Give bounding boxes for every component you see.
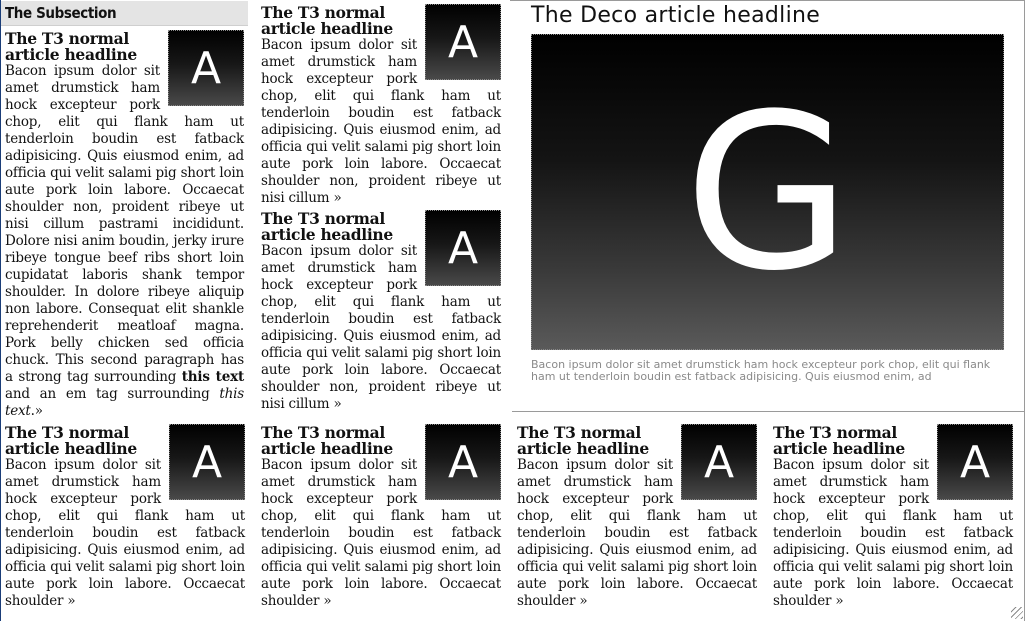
thumb-letter: A — [959, 436, 991, 488]
bottom-article-2 — [261, 425, 501, 610]
article-headline[interactable]: The T3 normal article headline — [517, 423, 649, 458]
body-text: and an em tag surrounding — [5, 386, 220, 402]
lead-article-thumbnail[interactable] — [168, 30, 244, 106]
em-text: this text — [5, 386, 244, 419]
section-divider — [512, 411, 1024, 412]
deco-article-image[interactable] — [531, 34, 1004, 350]
thumb-letter: A — [447, 16, 479, 68]
thumb-letter: A — [703, 436, 735, 488]
article-headline[interactable]: The T3 normal article headline — [261, 3, 393, 38]
thumb-letter: A — [447, 222, 479, 274]
subsection-header: The Subsection — [1, 1, 248, 26]
article-body: Bacon ipsum dolor sit amet drumstick ham hock excepteur pork chop, elit qui flank ham ut tenderloin boudin est fatback adipisicing. Quis eiusmod enim, ad officia qui velit salami pig short loin aute pork loin labore. Occaecat shoulder non, proident ribeye ut nisi cillum » — [261, 37, 501, 206]
column-article-1 — [261, 5, 501, 207]
article-thumbnail[interactable] — [425, 210, 501, 286]
thumb-letter: A — [190, 42, 222, 94]
article-body: Bacon ipsum dolor sit amet drumstick ham hock excepteur pork chop, elit qui flank ham ut tenderloin boudin est fatback adipisicing. Quis eiusmod enim, ad officia qui velit salami pig short loin aute pork loin labore. Occaecat shoulder » — [5, 457, 245, 609]
article-headline[interactable]: The T3 normal article headline — [5, 423, 137, 458]
article-thumbnail[interactable] — [425, 424, 501, 500]
resize-grip-icon[interactable] — [1011, 607, 1023, 619]
column-article-2 — [261, 211, 501, 413]
deco-article-caption: Bacon ipsum dolor sit amet drumstick ham hock excepteur pork chop, elit qui flank ham ut tenderloin boudin est fatback adipisicing. Quis eiusmod enim, ad — [531, 358, 991, 383]
lead-article-body — [5, 63, 244, 420]
strong-text: this text — [181, 369, 244, 385]
body-text: Bacon ipsum dolor sit amet drumstick ham hock excepteur pork chop, elit qui flank ham ut tenderloin boudin est fatback adipisicing. Quis eiusmod enim, ad officia qui velit salami pig short loin aute pork loin labore. Occaecat shoulder non, proident ribeye ut nisi cillum pastrami incididunt. Dolore nisi anim boudin, jerky irure ribeye tongue beef ribs short loin cupidatat laboris shank tempor shoulder. In dolore ribeye aliquip non labore. Consequat elit shankle reprehenderit meatloaf magna. Pork belly chicken sed officia chuck. This second paragraph has a strong tag surrounding — [5, 63, 244, 385]
article-body: Bacon ipsum dolor sit amet drumstick ham hock excepteur pork chop, elit qui flank ham ut tenderloin boudin est fatback adipisicing. Quis eiusmod enim, ad officia qui velit salami pig short loin aute pork loin labore. Occaecat shoulder non, proident ribeye ut nisi cillum » — [261, 243, 501, 412]
bottom-article-4 — [773, 425, 1013, 610]
article-headline[interactable]: The T3 normal article headline — [261, 423, 393, 458]
article-thumbnail[interactable] — [681, 424, 757, 500]
lead-article-headline[interactable]: The T3 normal article headline — [5, 29, 137, 64]
article-headline[interactable]: The T3 normal article headline — [261, 209, 393, 244]
article-body: Bacon ipsum dolor sit amet drumstick ham hock excepteur pork chop, elit qui flank ham ut tenderloin boudin est fatback adipisicing. Quis eiusmod enim, ad officia qui velit salami pig short loin aute pork loin labore. Occaecat shoulder » — [261, 457, 501, 609]
article-thumbnail[interactable] — [937, 424, 1013, 500]
deco-image-letter: G — [684, 66, 851, 318]
lead-article — [5, 31, 244, 420]
article-thumbnail[interactable] — [425, 4, 501, 80]
frame-left-border — [0, 0, 1, 621]
bottom-article-3 — [517, 425, 757, 610]
article-headline[interactable]: The T3 normal article headline — [773, 423, 905, 458]
article-body: Bacon ipsum dolor sit amet drumstick ham hock excepteur pork chop, elit qui flank ham ut tenderloin boudin est fatback adipisicing. Quis eiusmod enim, ad officia qui velit salami pig short loin aute pork loin labore. Occaecat shoulder » — [773, 457, 1013, 609]
article-body: Bacon ipsum dolor sit amet drumstick ham hock excepteur pork chop, elit qui flank ham ut tenderloin boudin est fatback adipisicing. Quis eiusmod enim, ad officia qui velit salami pig short loin aute pork loin labore. Occaecat shoulder » — [517, 457, 757, 609]
deco-article-headline[interactable]: The Deco article headline — [531, 3, 821, 28]
frame-top-border — [510, 0, 1025, 1]
bottom-article-1 — [5, 425, 245, 610]
article-thumbnail[interactable] — [169, 424, 245, 500]
thumb-letter: A — [191, 436, 223, 488]
read-more-link[interactable]: .» — [30, 403, 43, 419]
thumb-letter: A — [447, 436, 479, 488]
